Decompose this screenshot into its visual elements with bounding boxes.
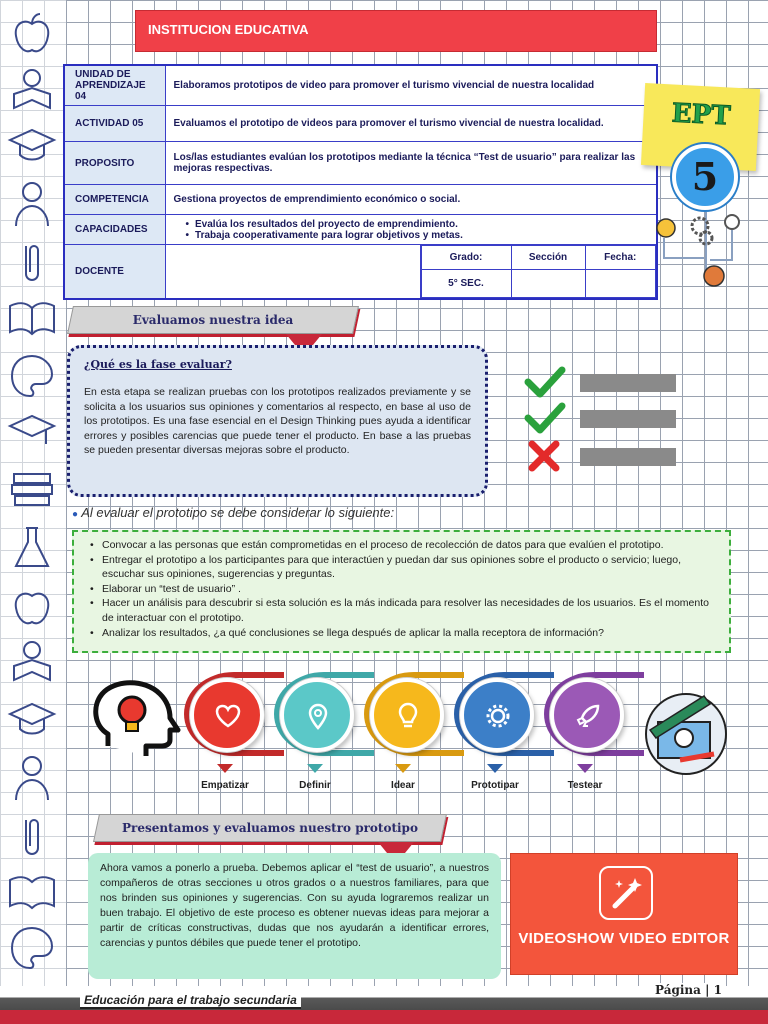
phase-description: En esta etapa se realizan pruebas con los prototipos realizados previamente y se solicita a los usuarios sus opiniones y comentarios al respecto, en base al uso de los prototipos. Es una fase esencial en el Design Thinking pues ayuda a identificar errores y posibles carencias que puede tener el producto. En base a las pruebas se pueden presentar diversas mejoras sobre el producto.: [84, 386, 471, 456]
check-mark-icon: [528, 370, 562, 394]
grado-value: 5° SEC.: [421, 270, 511, 298]
bullet-icon: ●: [72, 509, 79, 520]
videoshow-app-card: [510, 853, 738, 975]
phase-pointer: [395, 764, 411, 773]
lightbulb-icon: [394, 702, 422, 730]
capacidades-label: CAPACIDADES: [64, 215, 165, 245]
step-item: • Elaborar un “test de usuario” .: [90, 582, 719, 597]
proposito-value: Los/las estudiantes evalúan los prototipos mediante la técnica “Test de usuario” para realizar las mejoras respectivas.: [165, 142, 657, 185]
phase-empatizar: [190, 678, 264, 752]
page-number: Página | 1: [652, 983, 725, 997]
phase-prototipar: [460, 678, 534, 752]
section-ribbon-present: [93, 814, 447, 842]
phase-pointer: [307, 764, 323, 773]
design-tools-icon: [640, 690, 730, 776]
checklist-illustration: [520, 364, 730, 484]
open-book-icon: [6, 292, 58, 344]
stacked-books-icon: [6, 464, 58, 516]
seccion-label: Sección: [511, 246, 585, 270]
activity-info-table: [63, 64, 658, 300]
palette-icon: [6, 350, 58, 402]
footer-course: Educación para el trabajo secundaria: [80, 993, 301, 1009]
phase-label: Testear: [567, 780, 603, 791]
student-reading-icon-2: [6, 636, 58, 688]
location-pin-icon: [304, 702, 332, 730]
actividad-value: Evaluamos el prototipo de videos para promover el turismo vivencial de nuestra localidad.: [165, 106, 657, 142]
section-ribbon-label: Evaluamos nuestra idea: [132, 313, 294, 327]
design-thinking-process: [88, 668, 738, 798]
phase-label: Prototipar: [471, 780, 519, 791]
checklist-bar: [580, 410, 676, 428]
paperclip-icon: [6, 236, 58, 288]
apple-icon-2: [6, 580, 58, 632]
phase-pointer: [577, 764, 593, 773]
step-item: • Convocar a las personas que están comprometidas en el proceso de recolección de datos para que evalúen el prototipo.: [90, 538, 719, 553]
capacidades-value: [165, 215, 657, 245]
rocket-icon: [574, 702, 602, 730]
phase-testear: [550, 678, 624, 752]
head-lightbulb-icon: [88, 676, 184, 756]
unidad-value: Elaboramos prototipos de video para promover el turismo vivencial de nuestra localidad: [165, 65, 657, 106]
student-icon: [6, 178, 58, 230]
graduation-cap-icon: [6, 120, 58, 172]
phase-pointer: [487, 764, 503, 773]
cross-mark-icon: [532, 444, 556, 468]
fecha-value[interactable]: [585, 270, 656, 298]
competencia-label: COMPETENCIA: [64, 185, 165, 215]
grado-label: Grado:: [421, 246, 511, 270]
checklist-bar: [580, 374, 676, 392]
phase-pointer: [217, 764, 233, 773]
student-icon-2: [6, 752, 58, 804]
seccion-value[interactable]: [511, 270, 585, 298]
phase-label: Empatizar: [201, 780, 249, 791]
unidad-label: UNIDAD DE APRENDIZAJE 04: [64, 65, 165, 106]
step-item: • Analizar los resultados, ¿a qué conclusiones se llega después de aplicar la malla receptora de información?: [90, 626, 719, 641]
graduation-cap-icon-3: [6, 694, 58, 746]
flask-icon: [6, 522, 58, 574]
phase-label: Idear: [391, 780, 415, 791]
course-name: EPT: [671, 98, 732, 132]
fecha-label: Fecha:: [585, 246, 656, 270]
evaluation-steps-box: [72, 530, 731, 653]
consider-text: Al evaluar el prototipo se debe considerar lo siguiente:: [81, 505, 395, 520]
app-name: VIDEOSHOW VIDEO EDITOR: [518, 930, 730, 947]
grade-section-date-cell: [420, 245, 657, 300]
student-reading-icon: [6, 64, 58, 116]
step-item: • Entregar el prototipo a los participantes para que interactúen y puedan dar sus opiniones sobre el producto o servicio; luego, escuchar sus opiniones, sugerencias y preguntas.: [90, 553, 719, 582]
docente-value[interactable]: [165, 245, 420, 300]
apple-icon: [6, 8, 58, 60]
step-item: • Hacer un análisis para descubrir si esta solución es la más indicada para resolver las necesidades de los usuarios. Es el momento de interactuar con el prototipo.: [90, 596, 719, 625]
paperclip-icon-2: [6, 810, 58, 862]
checklist-bar: [580, 448, 676, 466]
section-ribbon-evaluate: [67, 306, 359, 334]
gears-brain-icon: [650, 208, 750, 288]
magic-wand-icon: [599, 866, 653, 920]
phase-question: ¿Qué es la fase evaluar?: [84, 358, 232, 371]
palette-icon-2: [6, 922, 58, 974]
phase-definir: [280, 678, 354, 752]
doodle-strip: [0, 0, 66, 1024]
consider-heading: [72, 505, 394, 520]
grade-badge: 5: [672, 144, 738, 210]
institution-banner: INSTITUCION EDUCATIVA: [135, 10, 657, 52]
evaluate-phase-box: [67, 345, 488, 497]
open-book-icon-2: [6, 866, 58, 918]
user-test-box: [88, 853, 501, 979]
heart-icon: [214, 702, 242, 730]
check-mark-icon: [528, 406, 562, 430]
gear-icon: [484, 702, 512, 730]
footer-accent: [0, 1010, 768, 1024]
phase-idear: [370, 678, 444, 752]
proposito-label: PROPOSITO: [64, 142, 165, 185]
actividad-label: ACTIVIDAD 05: [64, 106, 165, 142]
capacidad-item: • Evalúa los resultados del proyecto de emprendimiento.: [186, 219, 649, 230]
capacidad-item: • Trabaja cooperativamente para lograr objetivos y metas.: [186, 230, 649, 241]
user-test-text: Ahora vamos a ponerlo a prueba. Debemos aplicar el “test de usuario”, a nuestros compañeros de otras secciones u otros grados o a nuestros familiares, para que nos brinden sus opiniones y sugerencias. Con su ayuda lograremos realizar un buen trabajo. El objetivo de este proceso es obtener nuevas ideas para mejorar a partir de críticas constructivas, dudas que nos ayudarán a identificar errores, carencias y puntos débiles que puede tener el prototipo.: [100, 862, 489, 949]
docente-label: DOCENTE: [64, 245, 165, 300]
section-ribbon-label: Presentamos y evaluamos nuestro prototipo: [122, 821, 418, 835]
competencia-value: Gestiona proyectos de emprendimiento económico o social.: [165, 185, 657, 215]
graduation-cap-icon-2: [6, 406, 58, 458]
phase-label: Definir: [299, 780, 331, 791]
